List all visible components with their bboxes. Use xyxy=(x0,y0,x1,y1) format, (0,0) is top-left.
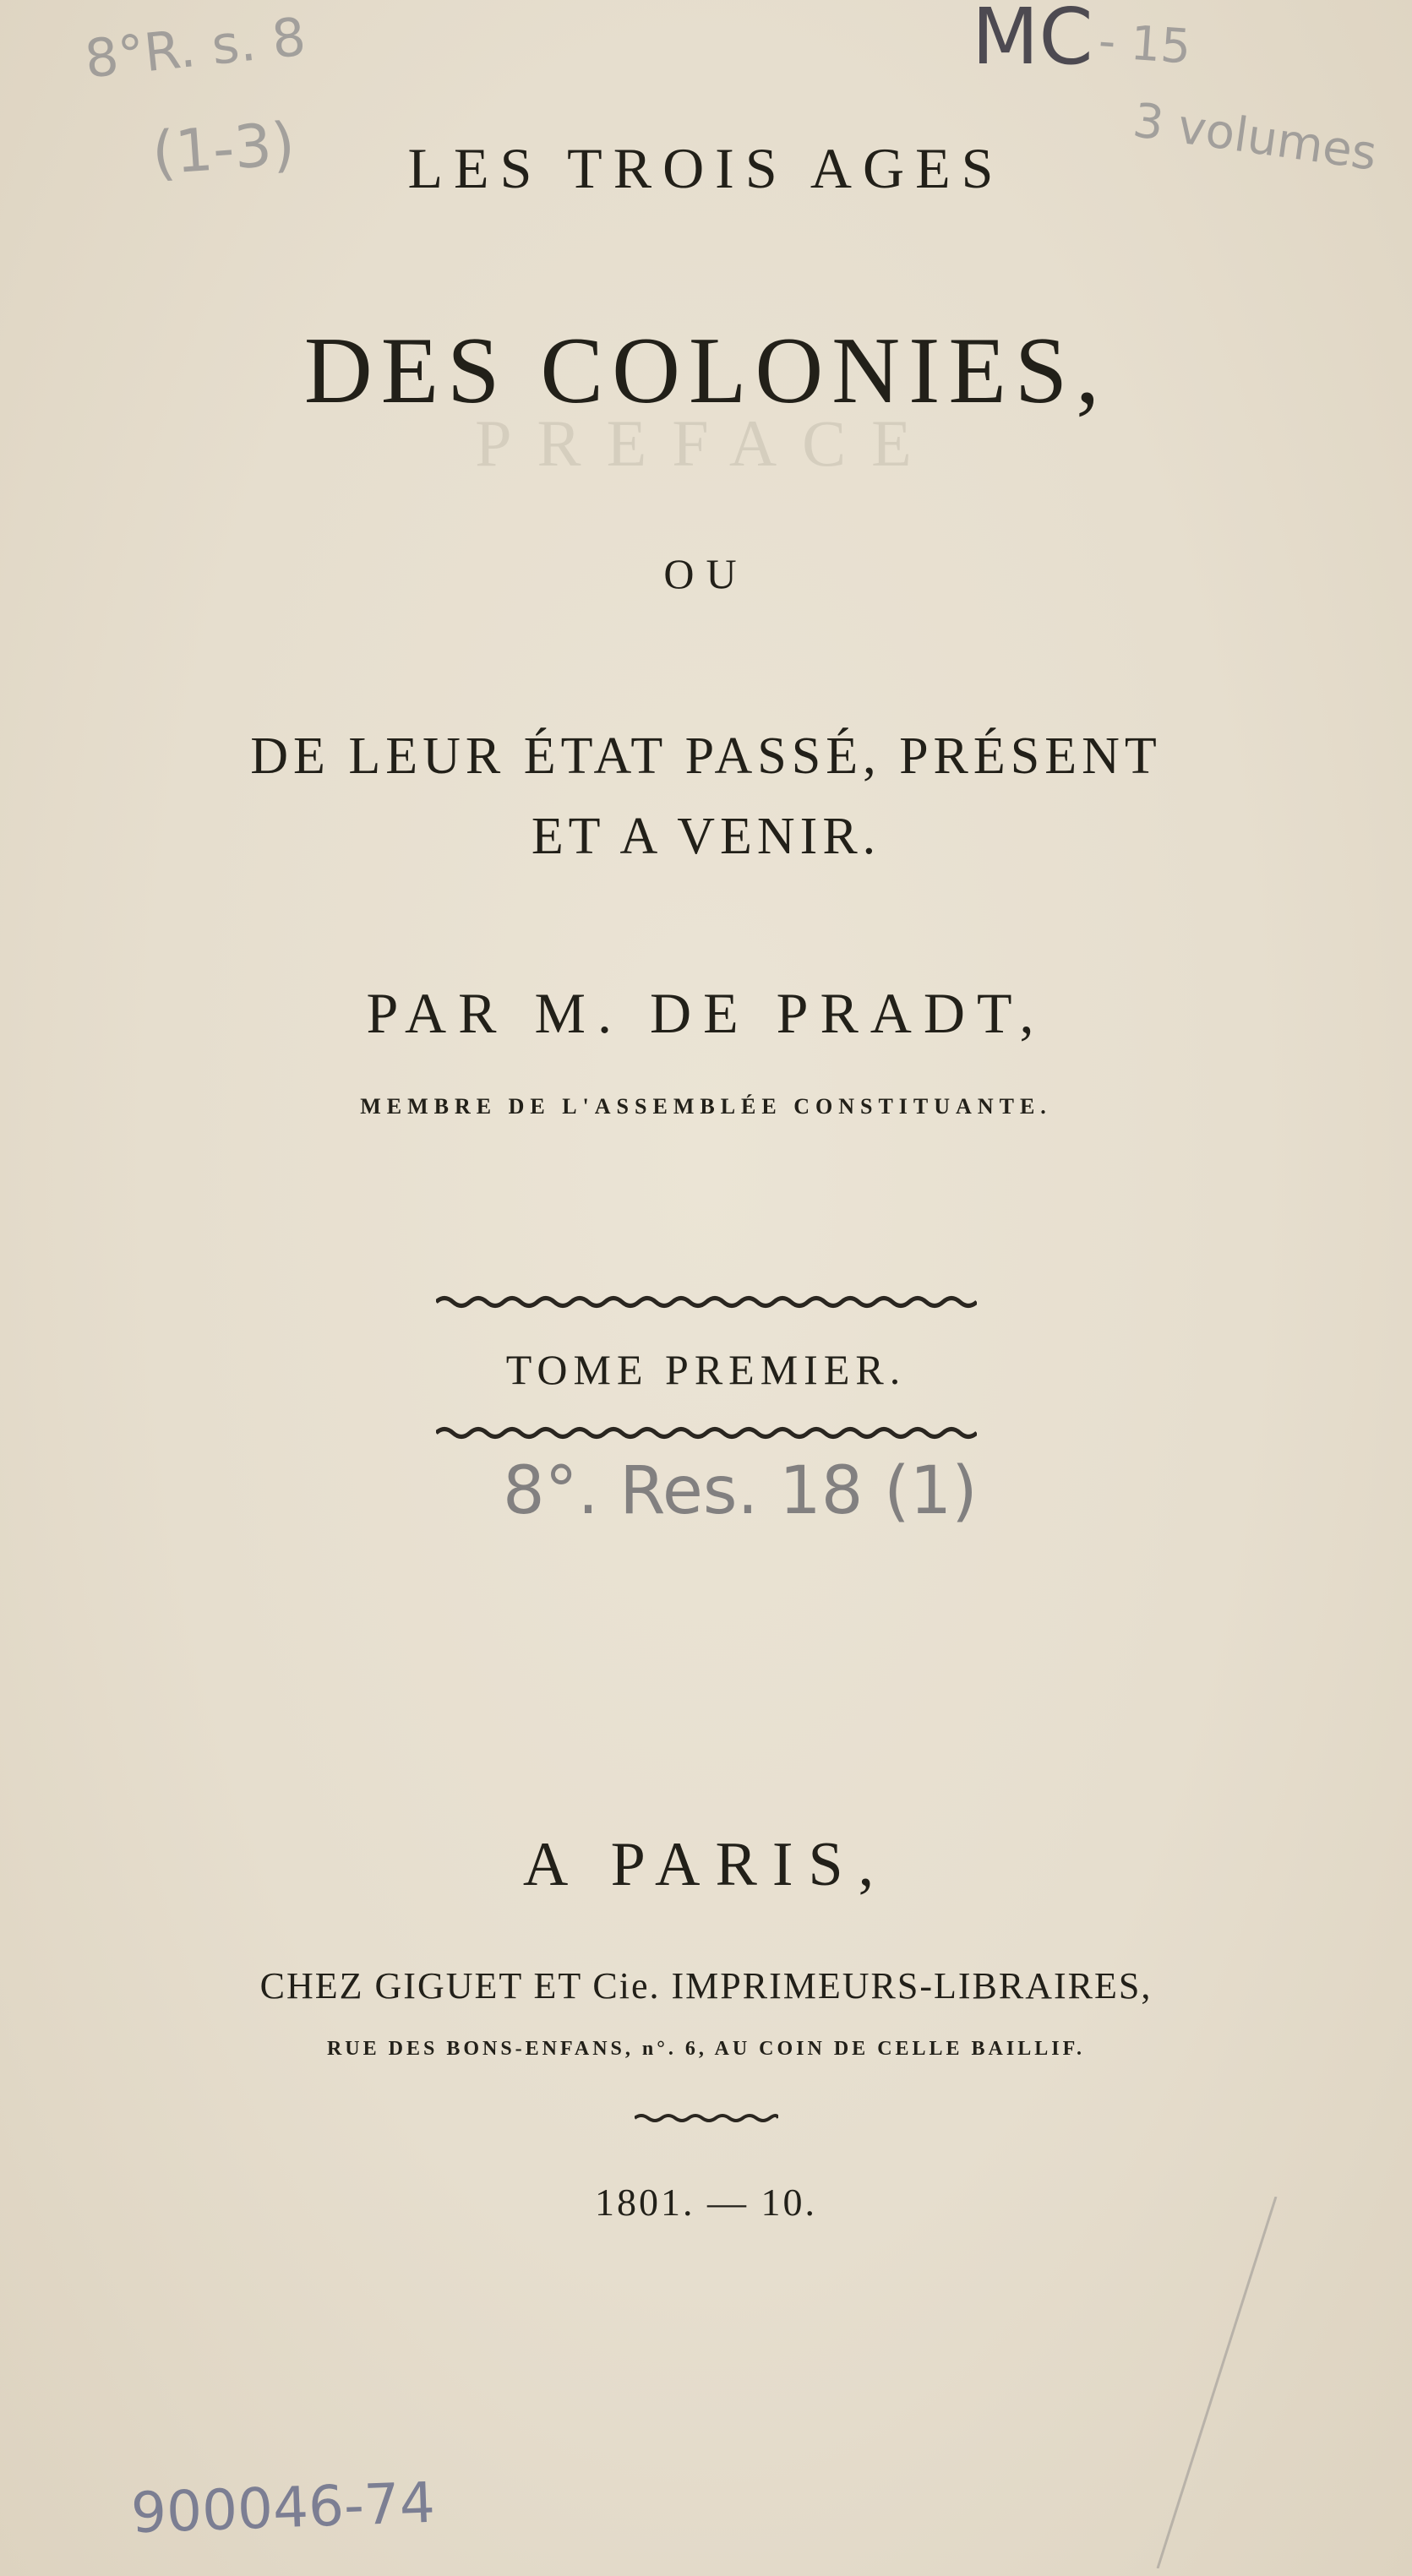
ornamental-rule-top xyxy=(436,1293,977,1311)
author-title: MEMBRE DE L'ASSEMBLÉE CONSTITUANTE. xyxy=(360,1094,1052,1119)
pencil-mark-top-right-2: 3 volumes xyxy=(1129,93,1381,182)
title-line-4: DE LEUR ÉTAT PASSÉ, PRÉSENT xyxy=(250,727,1162,785)
ornamental-rule-small xyxy=(635,2112,778,2124)
pencil-mark-top-left: 8°R. s. 8 xyxy=(81,5,309,90)
volume-label: TOME PREMIER. xyxy=(505,1346,907,1393)
imprint-date: 1801. — 10. xyxy=(595,2181,817,2224)
imprint-address: RUE DES BONS-ENFANS, n°. 6, AU COIN DE CELLE BAILLIF. xyxy=(326,2038,1086,2060)
imprint-city: A PARIS, xyxy=(522,1830,890,1899)
imprint-publisher: CHEZ GIGUET ET Cie. IMPRIMEURS-LIBRAIRES, xyxy=(259,1965,1153,2007)
shelfmark-annotation: 8°. Res. 18 (1) xyxy=(503,1453,978,1529)
title-line-2: DES COLONIES, xyxy=(303,319,1109,423)
pencil-mark-paren: (1-3) xyxy=(150,109,297,188)
bottom-catalog-number: 900046-74 xyxy=(129,2470,436,2546)
author-line: PAR M. DE PRADT, xyxy=(366,981,1046,1045)
show-through-heading: PREFACE xyxy=(475,406,937,480)
pencil-mark-top-right: - 15 xyxy=(1096,14,1193,75)
title-line-1: LES TROIS AGES xyxy=(407,136,1005,200)
ink-mark-top-right: MC xyxy=(972,0,1093,82)
title-line-5: ET A VENIR. xyxy=(531,808,881,865)
title-line-3: OU xyxy=(663,550,749,597)
ornamental-rule-bottom xyxy=(436,1424,977,1442)
pencil-stroke-lower-right xyxy=(1149,2197,1284,2568)
